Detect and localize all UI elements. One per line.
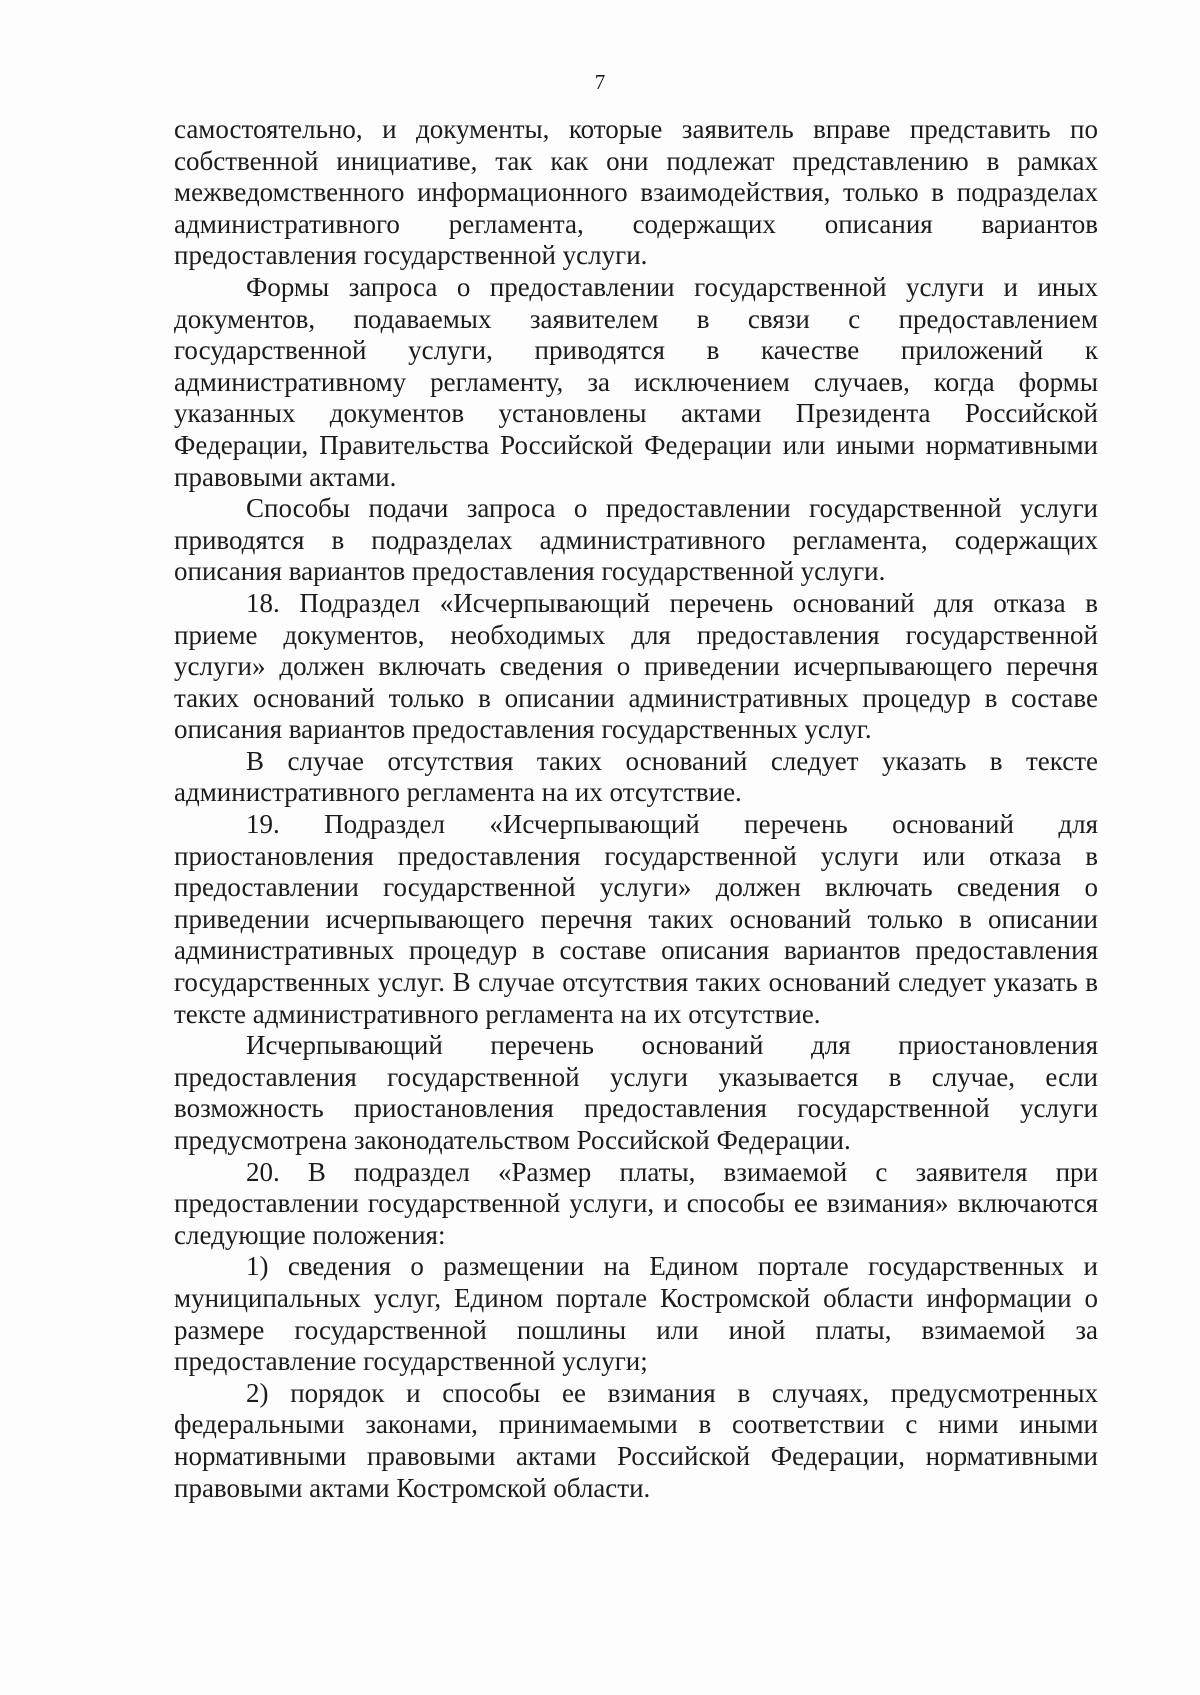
document-body bbox=[174, 114, 1098, 1504]
paragraph-item-20: 20. В подраздел «Размер платы, взимаемой с заявителя при предоставлении государственной услуги, и способы ее взимания» включаются следующие положения: bbox=[174, 1156, 1098, 1250]
paragraph-continuation: самостоятельно, и документы, которые заявитель вправе представить по собственной инициативе, так как они подлежат представлению в рамках межведомственного информационного взаимодействия, только в подразделах административного регламента, содержащих описания вариантов предоставления государственной услуги. bbox=[174, 114, 1098, 271]
page-number: 7 bbox=[594, 70, 606, 94]
paragraph-item-18: 18. Подраздел «Исчерпывающий перечень оснований для отказа в приеме документов, необходимых для предоставления государственной услуги» должен включать сведения о приведении исчерпывающего перечня таких оснований только в описании административных процедур в составе описания вариантов предоставления государственных услуг. bbox=[174, 587, 1098, 745]
list-item-1: 1) сведения о размещении на Едином портале государственных и муниципальных услуг, Едином портале Костромской области информации о размере государственной пошлины или иной платы, взимаемой за предоставление государственной услуги; bbox=[174, 1251, 1098, 1377]
list-item-2: 2) порядок и способы ее взимания в случаях, предусмотренных федеральными законами, принимаемыми в соответствии с ними иными нормативными правовыми актами Российской Федерации, нормативными правовыми актами Костромской области. bbox=[174, 1377, 1098, 1503]
paragraph-submission-methods: Способы подачи запроса о предоставлении государственной услуги приводятся в подразделах административного регламента, содержащих описания вариантов предоставления государственной услуги. bbox=[174, 493, 1098, 587]
paragraph-request-forms: Формы запроса о предоставлении государственной услуги и иных документов, подаваемых заявителем в связи с предоставлением государственной услуги, приводятся в качестве приложений к административному регламенту, за исключением случаев, когда формы указанных документов установлены актами Президента Российской Федерации, Правительства Российской Федерации или иными нормативными правовыми актами. bbox=[174, 271, 1098, 492]
paragraph-item-19: 19. Подраздел «Исчерпывающий перечень оснований для приостановления предоставления государственной услуги или отказа в предоставлении государственной услуги» должен включать сведения о приведении исчерпывающего перечня таких оснований только в описании административных процедур в составе описания вариантов предоставления государственных услуг. В случае отсутствия таких оснований следует указать в тексте административного регламента на их отсутствие. bbox=[174, 809, 1098, 1029]
paragraph-no-grounds: В случае отсутствия таких оснований следует указать в тексте административного регламента на их отсутствие. bbox=[174, 745, 1098, 808]
paragraph-suspension-grounds: Исчерпывающий перечень оснований для приостановления предоставления государственной услуги указывается в случае, если возможность приостановления предоставления государственной услуги предусмотрена законодательством Российской Федерации. bbox=[174, 1030, 1098, 1155]
